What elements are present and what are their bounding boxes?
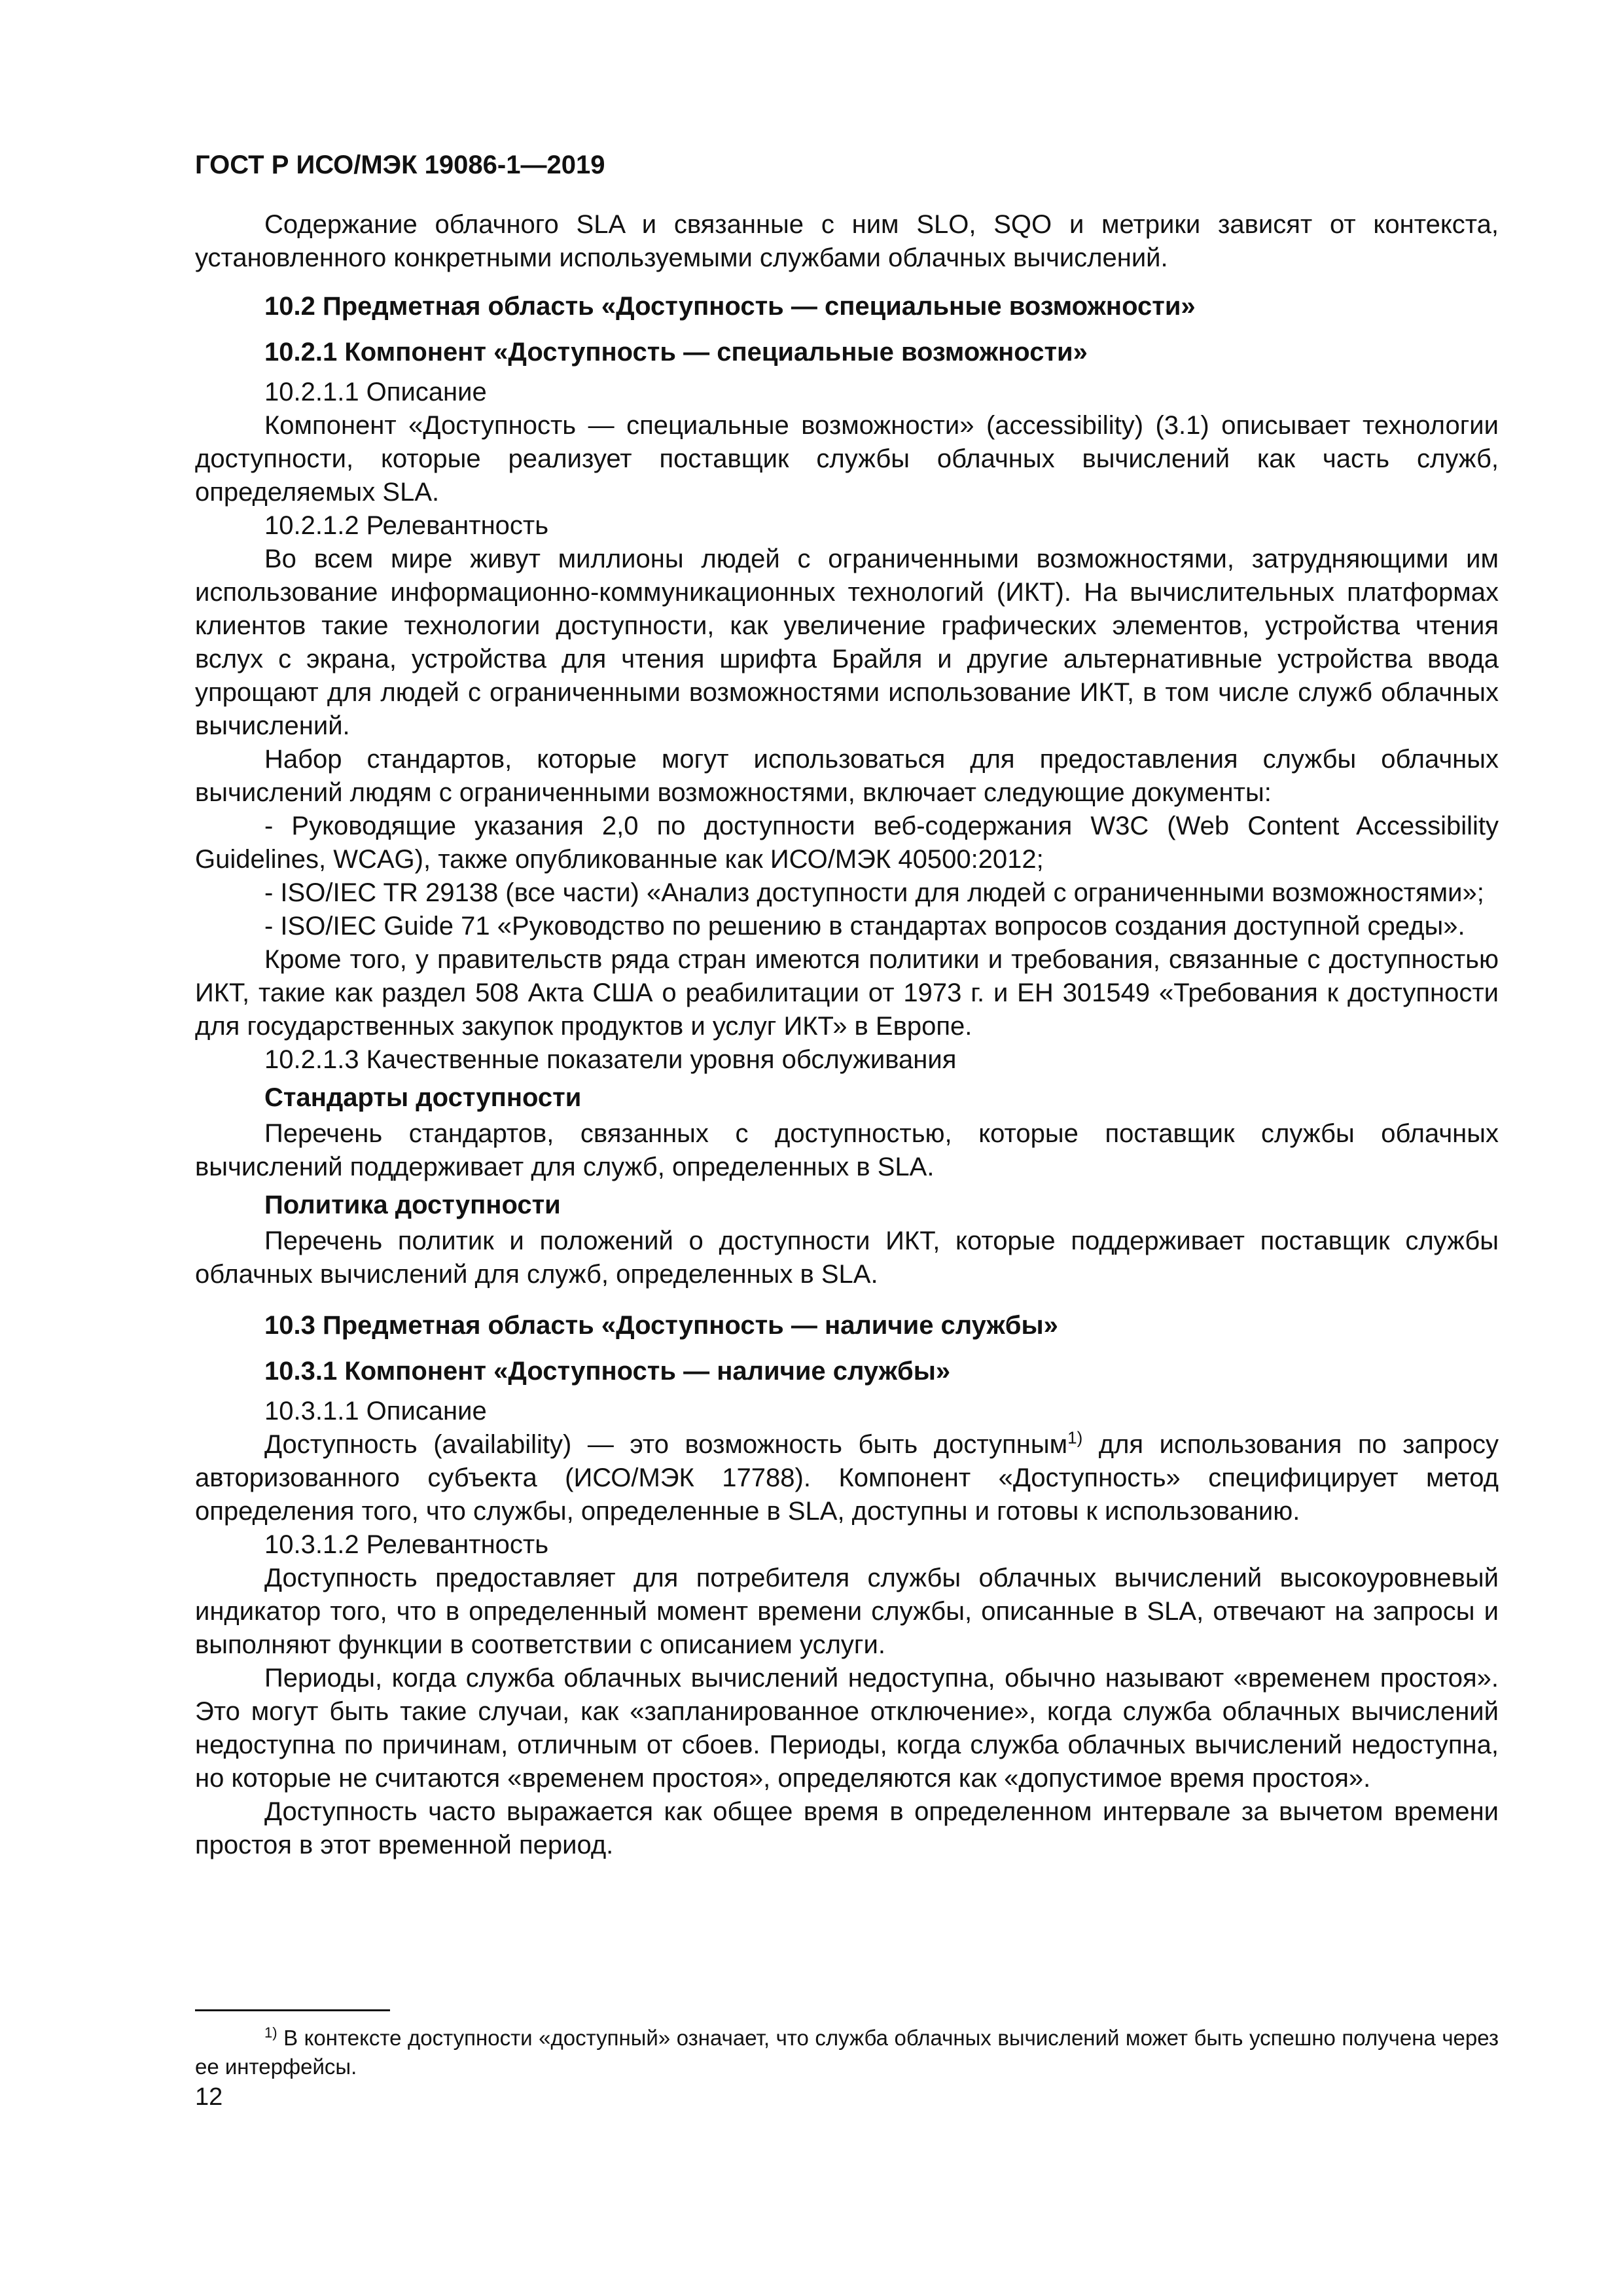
footnote-reference: 1)	[1067, 1427, 1083, 1448]
availability-paragraph-3: Доступность часто выражается как общее время в определенном интервале за вычетом времени простоя в этот временной период.	[195, 1797, 1499, 1859]
list-item: - Руководящие указания 2,0 по доступности веб-содержания W3C (Web Content Accessibility Guidelines, WCAG), также опубликованные как ИСО/МЭК 40500:2012;	[195, 812, 1499, 874]
page-number: 12	[195, 2083, 223, 2111]
accessibility-policy-heading: Политика доступности	[264, 1191, 561, 1219]
relevance-paragraph-3: Кроме того, у правительств ряда стран имеются политики и требования, связанные с доступностью ИКТ, такие как раздел 508 Акта США о реабилитации от 1973 г. и ЕН 301549 «Требования к доступности для государственных закупок продуктов и услуг ИКТ» в Европе.	[195, 945, 1499, 1041]
availability-definition	[195, 1428, 1499, 1528]
section-10-3-1-heading: 10.3.1 Компонент «Доступность — наличие службы»	[264, 1357, 951, 1386]
document-page	[195, 148, 1499, 1862]
availability-definition-start: Доступность (availability) — это возможность быть доступным	[264, 1430, 1068, 1459]
section-10-2-1-heading: 10.2.1 Компонент «Доступность — специальные возможности»	[264, 338, 1088, 367]
section-10-2-1-1-text: Компонент «Доступность — специальные возможности» (accessibility) (3.1) описывает технологии доступности, которые реализует поставщик службы облачных вычислений как часть служб, определяемых SLA.	[195, 411, 1499, 507]
section-10-3-1-1-label: 10.3.1.1 Описание	[264, 1397, 487, 1426]
accessibility-standards-heading: Стандарты доступности	[264, 1083, 582, 1112]
footnote-mark: 1)	[264, 2024, 277, 2041]
footnote-separator	[195, 2009, 390, 2011]
accessibility-policy-text: Перечень политик и положений о доступности ИКТ, которые поддерживает поставщик службы облачных вычислений для служб, определенных в SLA.	[195, 1227, 1499, 1289]
availability-definition-end: для использования по запросу авторизованного субъекта (ИСО/МЭК 17788). Компонент «Доступность» специфицирует метод определения того, что службы, определенные в SLA, доступны и готовы к использованию.	[195, 1430, 1499, 1526]
footnote-text: В контексте доступности «доступный» означает, что служба облачных вычислений может быть успешно получена через ее интерфейсы.	[195, 2026, 1499, 2079]
section-10-2-heading: 10.2 Предметная область «Доступность — специальные возможности»	[264, 292, 1196, 321]
section-10-2-1-3-label: 10.2.1.3 Качественные показатели уровня обслуживания	[264, 1045, 957, 1074]
availability-paragraph-1: Доступность предоставляет для потребителя службы облачных вычислений высокоуровневый индикатор того, что в определенный момент времени службы, описанные в SLA, отвечают на запросы и выполняют функции в соответствии с описанием услуги.	[195, 1564, 1499, 1659]
relevance-paragraph-1: Во всем мире живут миллионы людей с ограниченными возможностями, затрудняющими им использование информационно-коммуникационных технологий (ИКТ). На вычислительных платформах клиентов такие технологии доступности, как увеличение графических элементов, устройства чтения вслух с экрана, устройства для чтения шрифта Брайля и другие альтернативные устройства ввода упрощают для людей с ограниченными возможностями использование ИКТ, в том числе служб облачных вычислений.	[195, 545, 1499, 740]
document-id-header: ГОСТ Р ИСО/МЭК 19086-1—2019	[195, 151, 605, 179]
relevance-paragraph-2: Набор стандартов, которые могут использоваться для предоставления службы облачных вычислений людям с ограниченными возможностями, включает следующие документы:	[195, 745, 1499, 807]
section-10-2-1-1-label: 10.2.1.1 Описание	[264, 378, 487, 406]
availability-paragraph-2: Периоды, когда служба облачных вычислений недоступна, обычно называют «временем простоя». Это могут быть такие случаи, как «запланированное отключение», когда служба облачных вычислений недоступна по причинам, отличным от сбоев. Периоды, когда служба облачных вычислений недоступна, но которые не считаются «временем простоя», определяются как «допустимое время простоя».	[195, 1664, 1499, 1793]
section-10-3-1-2-label: 10.3.1.2 Релевантность	[264, 1530, 549, 1559]
list-item: - ISO/IEC Guide 71 «Руководство по решению в стандартах вопросов создания доступной среды».	[264, 912, 1465, 941]
intro-paragraph: Содержание облачного SLA и связанные с ним SLO, SQO и метрики зависят от контекста, установленного конкретными используемыми службами облачных вычислений.	[195, 210, 1499, 272]
footnote	[195, 2024, 1499, 2081]
section-10-2-1-2-label: 10.2.1.2 Релевантность	[264, 511, 549, 540]
list-item: - ISO/IEC TR 29138 (все части) «Анализ доступности для людей с ограниченными возможностями»;	[264, 878, 1484, 907]
accessibility-standards-text: Перечень стандартов, связанных с доступностью, которые поставщик службы облачных вычислений поддерживает для служб, определенных в SLA.	[195, 1119, 1499, 1181]
section-10-3-heading: 10.3 Предметная область «Доступность — наличие службы»	[264, 1311, 1058, 1340]
